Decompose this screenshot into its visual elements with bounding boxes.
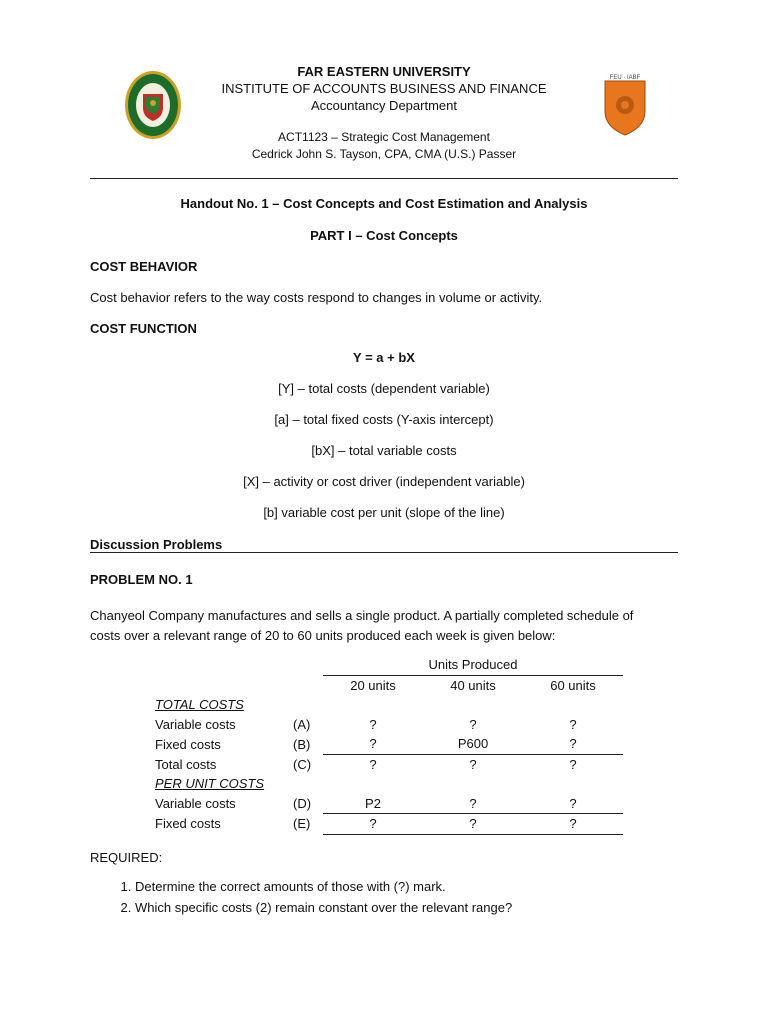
cost-behavior-heading: COST BEHAVIOR xyxy=(90,259,198,274)
list-item: 2. Which specific costs (2) remain constant over the relevant range? xyxy=(135,897,755,918)
row-label: Total costs xyxy=(155,756,217,772)
total-costs-heading: TOTAL COSTS xyxy=(155,697,244,713)
table-cell: ? xyxy=(369,756,377,772)
table-cell: ? xyxy=(423,794,523,814)
table-cell: ? xyxy=(569,756,577,772)
table-cell: ? xyxy=(323,814,423,835)
row-label: Fixed costs xyxy=(155,736,221,752)
table-row xyxy=(155,734,623,754)
table-cell: ? xyxy=(569,716,577,732)
table-cell: ? xyxy=(369,716,377,732)
row-code: (C) xyxy=(293,756,312,772)
required-heading: REQUIRED: xyxy=(90,850,163,865)
list-item: 1. Determine the correct amounts of those with (?) mark. xyxy=(135,876,755,897)
problem-text-line: Chanyeol Company manufactures and sells a single product. A partially completed schedule of xyxy=(90,608,634,623)
instructor-name: Cedrick John S. Tayson, CPA, CMA (U.S.) Passer xyxy=(251,147,517,161)
table-cell: ? xyxy=(469,756,477,772)
row-label: Variable costs xyxy=(155,716,236,732)
row-code: (D) xyxy=(293,796,312,811)
table-cell: ? xyxy=(523,734,623,754)
row-code: (A) xyxy=(293,716,311,732)
column-header: 40 units xyxy=(450,677,496,693)
table-cell: P2 xyxy=(323,794,423,814)
table-cell: ? xyxy=(423,814,523,835)
row-label: Variable costs xyxy=(155,796,236,811)
table-cell: ? xyxy=(523,814,623,835)
table-row xyxy=(155,754,623,774)
table-cell: ? xyxy=(523,794,623,814)
discussion-heading: Discussion Problems xyxy=(90,537,223,552)
institute-name: INSTITUTE OF ACCOUNTS BUSINESS AND FINANCE xyxy=(221,81,547,96)
column-header: 20 units xyxy=(350,677,396,693)
course-title: ACT1123 – Strategic Cost Management xyxy=(278,130,490,144)
definition-item: [Y] – total costs (dependent variable) xyxy=(278,381,490,396)
header-divider xyxy=(90,178,678,179)
part-title: PART I – Cost Concepts xyxy=(310,228,458,243)
table-row xyxy=(155,814,623,835)
shield-label: FEU · IABF xyxy=(609,75,641,81)
row-label: Fixed costs xyxy=(155,816,221,832)
definition-item: [bX] – total variable costs xyxy=(311,443,457,458)
cost-behavior-text: Cost behavior refers to the way costs respond to changes in volume or activity. xyxy=(90,290,543,305)
table-row xyxy=(155,794,623,814)
table-cell: ? xyxy=(323,734,423,754)
table-row xyxy=(155,715,623,735)
cost-schedule-table xyxy=(155,655,623,835)
table-cell: P600 xyxy=(423,734,523,754)
row-code: (E) xyxy=(293,816,311,832)
units-produced-header: Units Produced xyxy=(323,655,623,675)
table-cell: ? xyxy=(469,716,477,732)
discussion-divider xyxy=(90,552,678,553)
definition-item: [b] variable cost per unit (slope of the line) xyxy=(263,505,505,520)
row-code: (B) xyxy=(293,736,311,752)
per-unit-costs-heading: PER UNIT COSTS xyxy=(155,776,265,792)
department-name: Accountancy Department xyxy=(311,98,457,113)
university-name: FAR EASTERN UNIVERSITY xyxy=(297,64,471,79)
cost-function-heading: COST FUNCTION xyxy=(90,321,197,336)
required-list xyxy=(95,876,755,918)
column-header: 60 units xyxy=(550,677,596,693)
problem-text-line: costs over a relevant range of 20 to 60 units produced each week is given below: xyxy=(90,628,556,643)
cost-equation: Y = a + bX xyxy=(353,350,415,365)
problem-title: PROBLEM NO. 1 xyxy=(90,572,193,587)
definition-item: [X] – activity or cost driver (independent variable) xyxy=(243,474,525,489)
handout-title: Handout No. 1 – Cost Concepts and Cost Estimation and Analysis xyxy=(180,196,588,211)
definition-item: [a] – total fixed costs (Y-axis intercept) xyxy=(274,412,494,427)
